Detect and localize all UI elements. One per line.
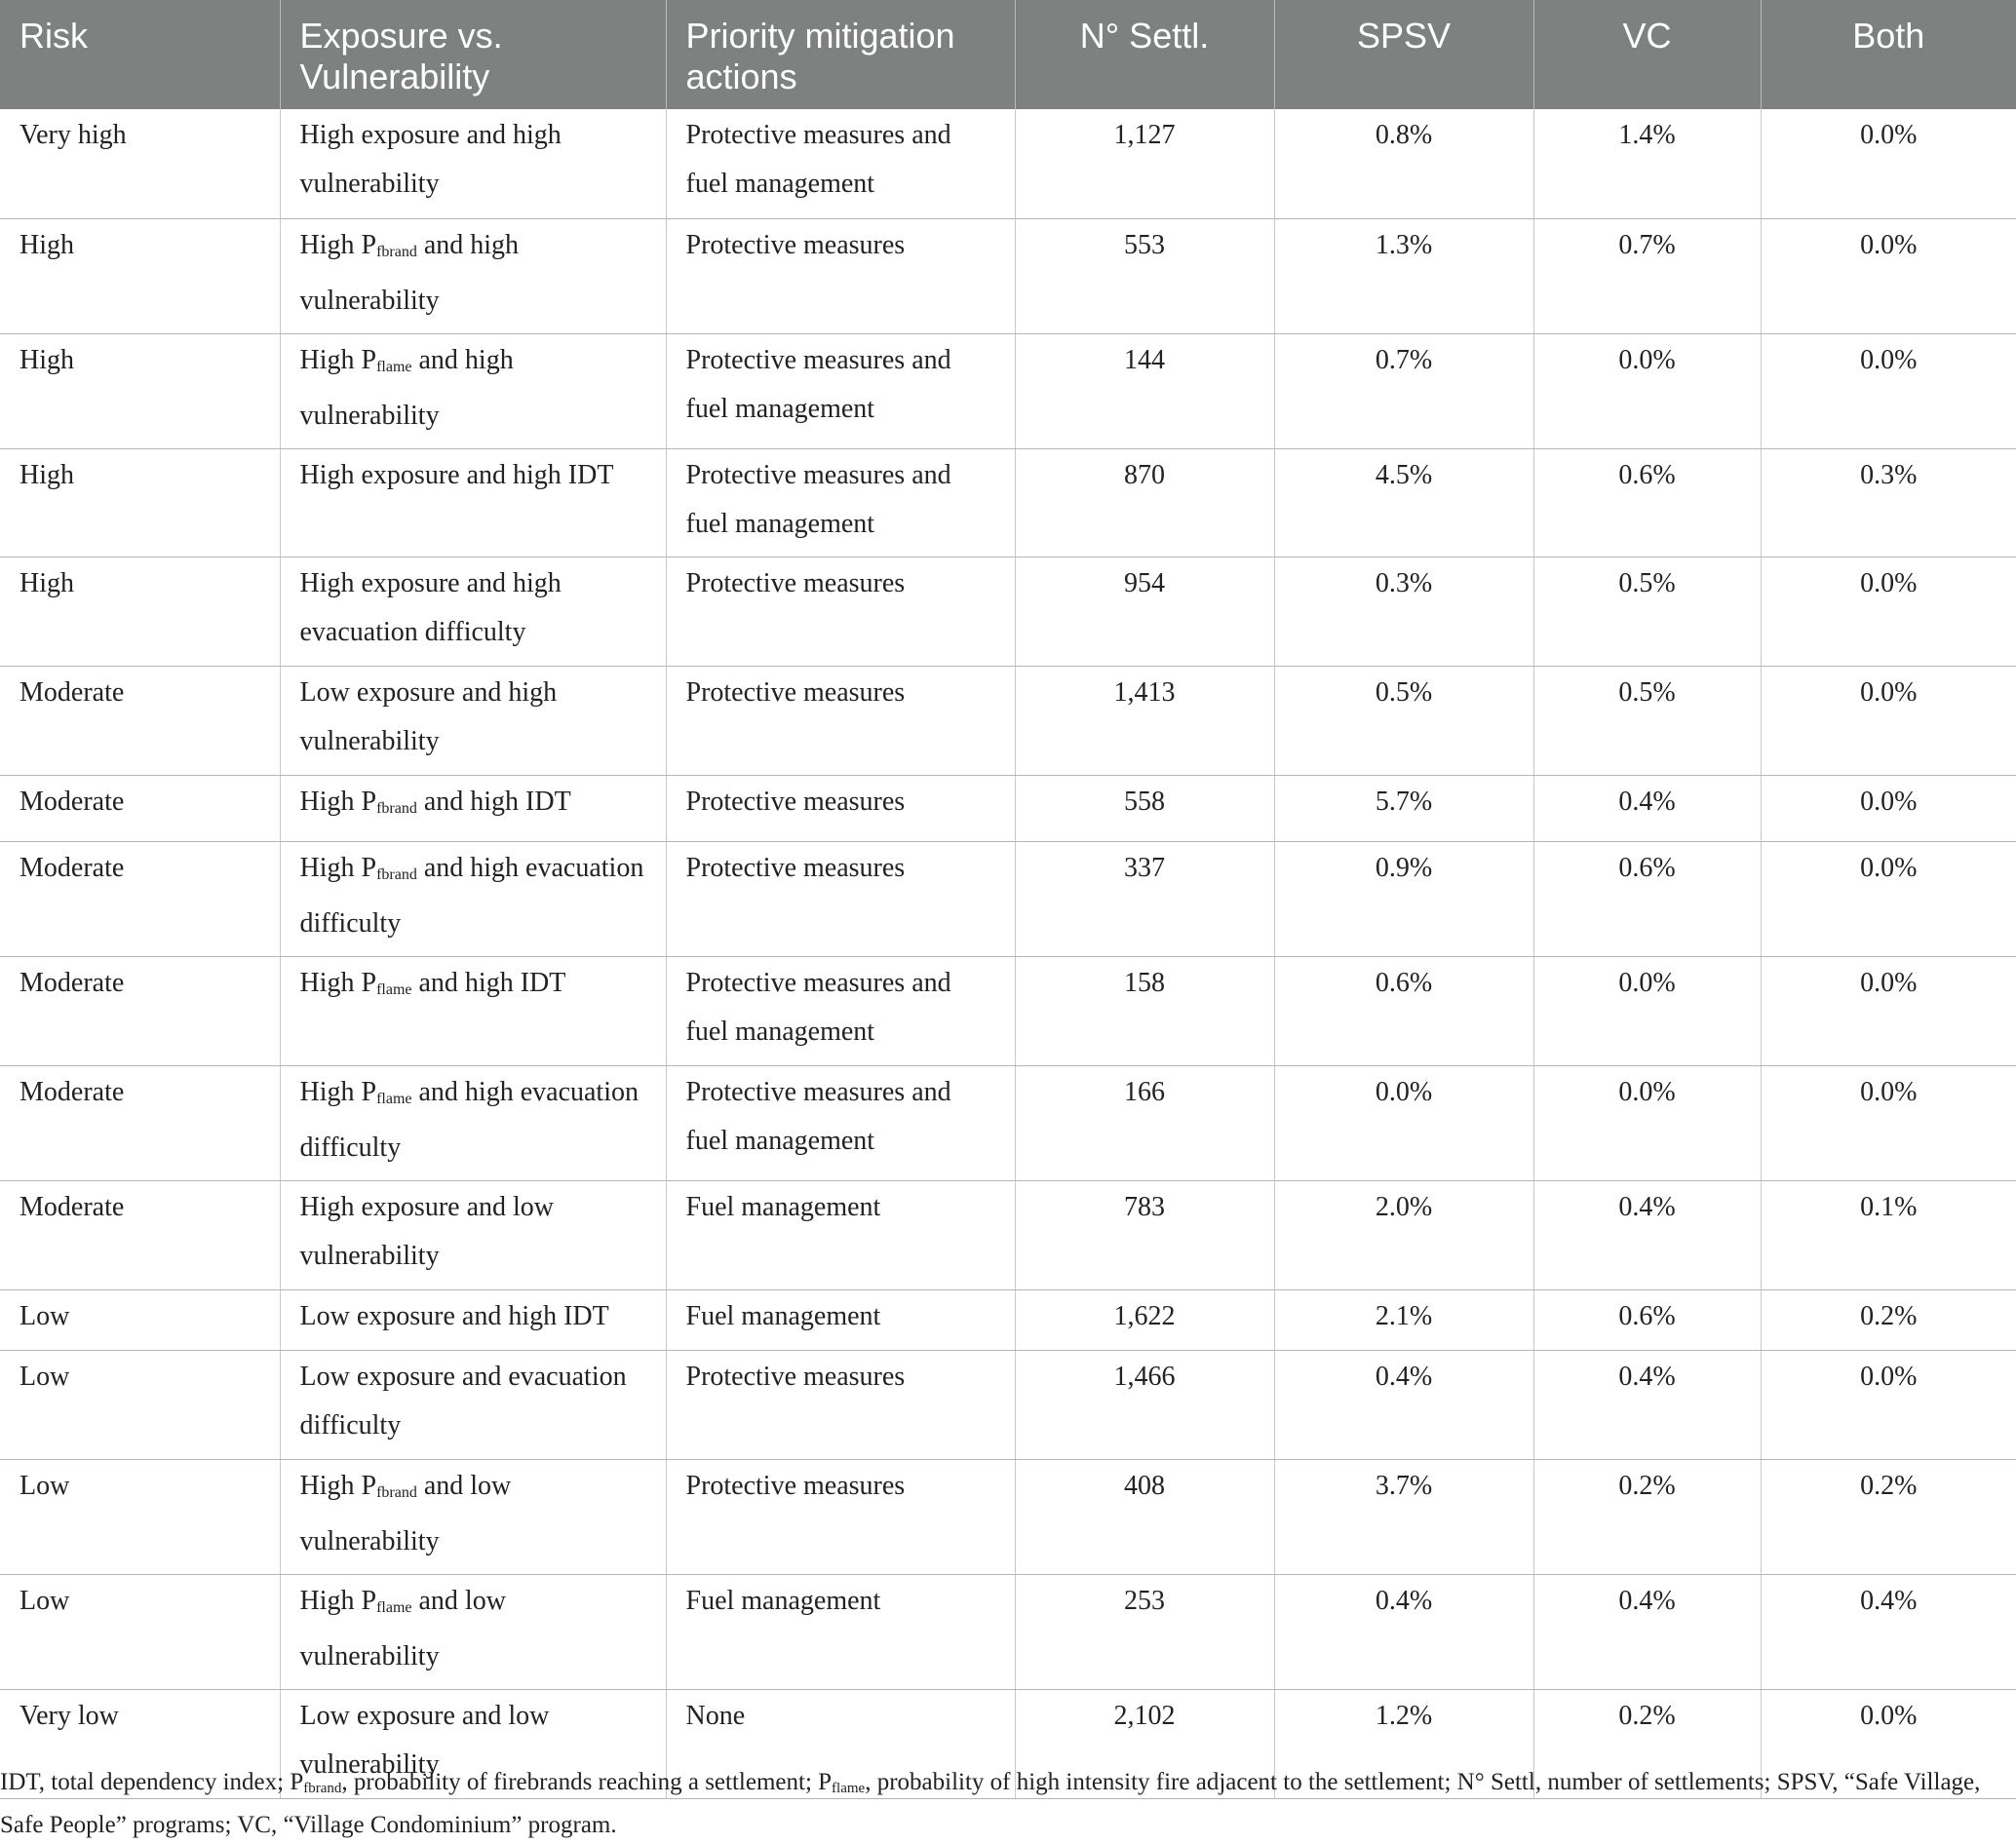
cell-exposure (280, 218, 666, 333)
header-exposure: Exposure vs. Vulnerability (280, 0, 666, 109)
cell-action: Fuel management (666, 1574, 1015, 1689)
cell-spsv: 0.4% (1274, 1574, 1533, 1689)
cell-both: 0.0% (1761, 666, 2016, 775)
cell-action: Protective measures (666, 841, 1015, 956)
cell-spsv: 1.2% (1274, 1689, 1533, 1798)
table-row (0, 1574, 2016, 1689)
cell-risk: High (0, 448, 280, 557)
exposure-text: High P (299, 1585, 377, 1616)
exposure-text: High P (299, 344, 377, 375)
exposure-text: Low exposure and low vulnerability (299, 1700, 550, 1780)
cell-action: None (666, 1689, 1015, 1798)
cell-vc: 0.4% (1533, 1180, 1761, 1289)
cell-exposure (280, 841, 666, 956)
cell-spsv: 0.9% (1274, 841, 1533, 956)
exposure-subscript: fbrand (376, 243, 417, 260)
cell-exposure (280, 775, 666, 841)
exposure-text: High P (299, 786, 377, 817)
cell-action: Fuel management (666, 1180, 1015, 1289)
cell-settlements: 1,127 (1015, 109, 1274, 218)
exposure-text: High exposure and low vulnerability (299, 1191, 555, 1271)
cell-action: Protective measures and fuel management (666, 109, 1015, 218)
table-row (0, 448, 2016, 557)
header-vc: VC (1533, 0, 1761, 109)
cell-spsv: 3.7% (1274, 1459, 1533, 1574)
exposure-text: High exposure and high evacuation difficulty (299, 567, 562, 647)
cell-both: 0.0% (1761, 218, 2016, 333)
cell-risk: Low (0, 1350, 280, 1459)
cell-both: 0.0% (1761, 109, 2016, 218)
exposure-text: High P (299, 967, 377, 998)
cell-action: Protective measures (666, 1350, 1015, 1459)
cell-action: Protective measures and fuel management (666, 1065, 1015, 1180)
table-row (0, 841, 2016, 956)
cell-action: Protective measures and fuel management (666, 448, 1015, 557)
exposure-text: High P (299, 1470, 377, 1501)
exposure-text: High P (299, 229, 377, 260)
table-row (0, 666, 2016, 775)
cell-action: Protective measures (666, 775, 1015, 841)
cell-settlements: 253 (1015, 1574, 1274, 1689)
cell-exposure (280, 666, 666, 775)
exposure-subscript: fbrand (376, 799, 417, 817)
exposure-text: and high IDT (411, 967, 566, 998)
exposure-text: Low exposure and high IDT (299, 1300, 609, 1331)
cell-spsv: 1.3% (1274, 218, 1533, 333)
cell-settlements: 1,622 (1015, 1289, 1274, 1350)
cell-risk: Moderate (0, 1180, 280, 1289)
table-row (0, 109, 2016, 218)
cell-vc: 0.2% (1533, 1689, 1761, 1798)
cell-both: 0.0% (1761, 1065, 2016, 1180)
cell-both: 0.0% (1761, 956, 2016, 1065)
cell-vc: 0.0% (1533, 333, 1761, 448)
cell-exposure (280, 1350, 666, 1459)
cell-vc: 0.7% (1533, 218, 1761, 333)
cell-risk: Moderate (0, 841, 280, 956)
table-row (0, 1350, 2016, 1459)
cell-vc: 0.4% (1533, 1574, 1761, 1689)
cell-spsv: 2.1% (1274, 1289, 1533, 1350)
cell-exposure (280, 956, 666, 1065)
cell-risk: Moderate (0, 666, 280, 775)
cell-both: 0.0% (1761, 1350, 2016, 1459)
cell-exposure (280, 1289, 666, 1350)
cell-action: Protective measures (666, 557, 1015, 666)
cell-spsv: 0.8% (1274, 109, 1533, 218)
table-row (0, 956, 2016, 1065)
header-row (0, 0, 2016, 109)
exposure-text: and low vulnerability (299, 1585, 506, 1671)
table-row (0, 1065, 2016, 1180)
cell-settlements: 408 (1015, 1459, 1274, 1574)
cell-vc: 0.0% (1533, 1065, 1761, 1180)
cell-action: Protective measures and fuel management (666, 956, 1015, 1065)
cell-vc: 0.4% (1533, 1350, 1761, 1459)
cell-vc: 1.4% (1533, 109, 1761, 218)
cell-exposure (280, 557, 666, 666)
cell-risk: High (0, 557, 280, 666)
cell-action: Protective measures (666, 666, 1015, 775)
cell-action: Protective measures and fuel management (666, 333, 1015, 448)
exposure-subscript: flame (376, 1090, 412, 1107)
cell-risk: High (0, 333, 280, 448)
cell-risk: Moderate (0, 956, 280, 1065)
cell-risk: Low (0, 1459, 280, 1574)
cell-both: 0.0% (1761, 775, 2016, 841)
exposure-text: and high vulnerability (299, 344, 514, 431)
cell-settlements: 2,102 (1015, 1689, 1274, 1798)
exposure-text: High exposure and high vulnerability (299, 120, 562, 199)
exposure-text: High P (299, 852, 377, 883)
cell-settlements: 1,466 (1015, 1350, 1274, 1459)
cell-vc: 0.6% (1533, 448, 1761, 557)
cell-settlements: 166 (1015, 1065, 1274, 1180)
cell-vc: 0.5% (1533, 666, 1761, 775)
cell-spsv: 0.7% (1274, 333, 1533, 448)
cell-spsv: 5.7% (1274, 775, 1533, 841)
cell-both: 0.4% (1761, 1574, 2016, 1689)
exposure-subscript: fbrand (376, 1483, 417, 1501)
cell-settlements: 144 (1015, 333, 1274, 448)
cell-vc: 0.0% (1533, 956, 1761, 1065)
cell-both: 0.0% (1761, 333, 2016, 448)
cell-settlements: 1,413 (1015, 666, 1274, 775)
table-row (0, 1289, 2016, 1350)
table-row (0, 775, 2016, 841)
cell-both: 0.2% (1761, 1459, 2016, 1574)
cell-settlements: 783 (1015, 1180, 1274, 1289)
exposure-text: High P (299, 1076, 377, 1107)
table-row (0, 557, 2016, 666)
table-footnote (0, 1764, 1998, 1844)
header-actions: Priority mitigation actions (666, 0, 1015, 109)
exposure-subscript: flame (376, 980, 412, 998)
cell-both: 0.0% (1761, 1689, 2016, 1798)
cell-vc: 0.2% (1533, 1459, 1761, 1574)
cell-spsv: 0.5% (1274, 666, 1533, 775)
exposure-text: and high IDT (416, 786, 571, 817)
cell-spsv: 0.6% (1274, 956, 1533, 1065)
cell-settlements: 553 (1015, 218, 1274, 333)
cell-risk: Moderate (0, 1065, 280, 1180)
cell-both: 0.0% (1761, 841, 2016, 956)
cell-exposure (280, 109, 666, 218)
header-spsv: SPSV (1274, 0, 1533, 109)
cell-risk: Moderate (0, 775, 280, 841)
cell-both: 0.0% (1761, 557, 2016, 666)
cell-risk: Low (0, 1289, 280, 1350)
footnote-text: , probability of firebrands reaching a settlement; P (341, 1769, 833, 1795)
exposure-text: and high vulnerability (299, 229, 520, 316)
cell-risk: Very low (0, 1689, 280, 1798)
exposure-text: High exposure and high IDT (299, 459, 614, 490)
cell-vc: 0.5% (1533, 557, 1761, 666)
table-header (0, 0, 2016, 109)
cell-action: Protective measures (666, 218, 1015, 333)
cell-spsv: 2.0% (1274, 1180, 1533, 1289)
table-row (0, 1459, 2016, 1574)
exposure-text: Low exposure and evacuation difficulty (299, 1361, 627, 1441)
cell-spsv: 0.3% (1274, 557, 1533, 666)
cell-risk: Very high (0, 109, 280, 218)
exposure-subscript: fbrand (376, 865, 417, 883)
cell-action: Protective measures (666, 1459, 1015, 1574)
cell-vc: 0.6% (1533, 841, 1761, 956)
cell-vc: 0.6% (1533, 1289, 1761, 1350)
table-row (0, 333, 2016, 448)
header-settlements: N° Settl. (1015, 0, 1274, 109)
table-body (0, 109, 2016, 1798)
cell-action: Fuel management (666, 1289, 1015, 1350)
header-risk: Risk (0, 0, 280, 109)
cell-both: 0.3% (1761, 448, 2016, 557)
exposure-text: and high evacuation difficulty (299, 1076, 639, 1163)
cell-spsv: 0.4% (1274, 1350, 1533, 1459)
cell-settlements: 954 (1015, 557, 1274, 666)
table-row (0, 1180, 2016, 1289)
cell-settlements: 337 (1015, 841, 1274, 956)
footnote-text: IDT, total dependency index; P (0, 1769, 304, 1795)
exposure-subscript: flame (376, 358, 412, 375)
cell-vc: 0.4% (1533, 775, 1761, 841)
exposure-subscript: flame (376, 1598, 412, 1616)
cell-both: 0.1% (1761, 1180, 2016, 1289)
exposure-text: and high evacuation difficulty (299, 852, 644, 939)
footnote-text: , probability of high intensity fire adjacent to the settlement; N° Settl, number of settlements; SPSV, “Safe Village, Safe People” programs; VC, “Village Condominium” program. (0, 1769, 1981, 1838)
exposure-text: and low vulnerability (299, 1470, 512, 1556)
footnote-subscript: fbrand (303, 1781, 342, 1796)
cell-settlements: 158 (1015, 956, 1274, 1065)
cell-risk: Low (0, 1574, 280, 1689)
cell-exposure (280, 1459, 666, 1574)
cell-exposure (280, 448, 666, 557)
cell-both: 0.2% (1761, 1289, 2016, 1350)
footnote-subscript: flame (832, 1781, 866, 1796)
exposure-text: Low exposure and high vulnerability (299, 676, 558, 756)
cell-exposure (280, 1065, 666, 1180)
cell-risk: High (0, 218, 280, 333)
cell-exposure (280, 1180, 666, 1289)
header-both: Both (1761, 0, 2016, 109)
cell-exposure (280, 1574, 666, 1689)
table-row (0, 218, 2016, 333)
cell-spsv: 4.5% (1274, 448, 1533, 557)
cell-exposure (280, 333, 666, 448)
cell-spsv: 0.0% (1274, 1065, 1533, 1180)
cell-settlements: 870 (1015, 448, 1274, 557)
cell-settlements: 558 (1015, 775, 1274, 841)
